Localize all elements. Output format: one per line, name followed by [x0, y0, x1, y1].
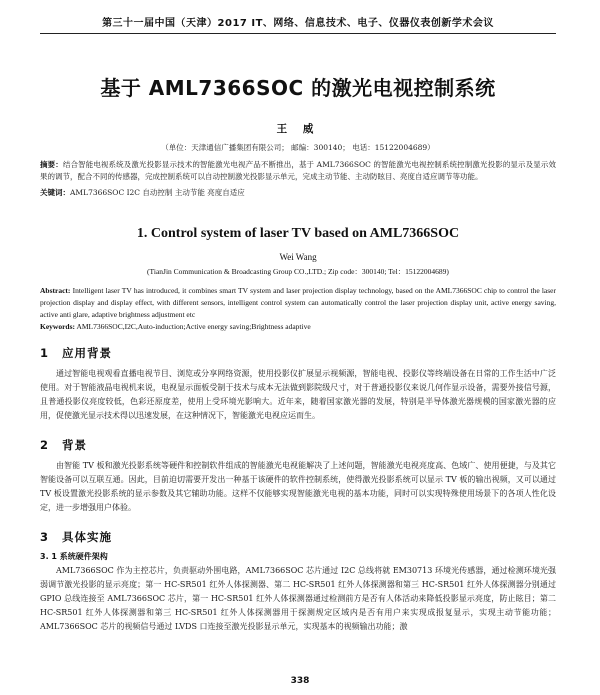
running-header: 第三十一届中国（天津）2017 IT、网络、信息技术、电子、仪器仪表创新学术会议	[102, 18, 494, 29]
english-abstract-text: Intelligent laser TV has introduced, it combines smart TV system and laser projection display technology, based on the AML7366SOC chip to control the laser projection display and display effect, with different sensors, intelligent control system can automatically control the laser projection display unit, active energy saving, active anti glare, adaptive brightness adjustment etc	[40, 286, 556, 319]
section-title: 具体实施	[62, 530, 112, 544]
paragraph: 通过智能电视观看直播电视节目、浏览或分享网络资源，使用投影仪扩展显示视频源，智能电视、投影仪等终端设备在日常的工作生活中广泛使用。对于智能液晶电视机来说，电视显示面板受制于技术与成本无法做到影院级尺寸，对于普通投影仪来说几何作显示设备，需要外接信号源，且普通投影仪亮度较低，色彩还原度差，使用上受环境光影响大。近年来，随着国家激光器的发展，特别是半导体激光器规模的国家激光器的应用，促使激光显示技术得以迅速发展，在这种情况下，智能激光电视应运而生。	[40, 369, 556, 420]
paragraph: AML7366SOC 作为主控芯片，负责驱动外围电路，AML7366SOC 芯片通过 I2C 总线将就 EM30713 环境光传感器，通过检测环境光强弱调节激光投影的显示亮度；第一 HC-SR501 红外人体探测器、第二 HC-SR501 红外人体探测器和第三 HC-SR501 红外人体探测器分别通过 GPIO 总线连接至 AML7366SOC 芯片，第一 HC-SR501 红外人体探测器通过检测前方是否有人体活动来降低投影显示亮度，防止眩目；第二 HC-SR501 红外人体探测器和第三 HC-SR501 红外人体探测器用于探测规定区域内是否有用户来实现成报复显示，实现主动节能功能；AML7366SOC 芯片的视频信号通过 LVDS 口连接至激光投影显示单元，实现基本的视频输出功能；激	[40, 566, 556, 631]
english-affiliation: (TianJin Communication & Broadcasting Group CO.,LTD.; Zip code：300140; Tel：15122004689)	[147, 267, 449, 276]
chinese-author: 王 威	[276, 123, 320, 135]
page-number: 338	[290, 676, 310, 686]
section-title: 背景	[62, 438, 87, 452]
english-keywords	[40, 322, 556, 331]
chinese-affiliation: （单位：天津通信广播集团有限公司； 邮编：300140； 电话：15122004689）	[161, 143, 435, 152]
chinese-abstract-label: 摘要：	[40, 160, 63, 169]
english-abstract	[40, 285, 556, 321]
chinese-keywords	[40, 187, 556, 198]
english-title: 1. Control system of laser TV based on AML7366SOC	[136, 226, 460, 241]
section-1	[40, 345, 556, 423]
chinese-abstract-text: 结合智能电视系统及激光投影显示技术的智能激光电视产品不断推出，基于 AML7366SOC 的智能激光电视控制系统控制激光投影的显示及显示效果的调节，配合不同的传感器，完成控制系统可以自动控制激光投影显示单元，完成主动节能、主动防眩目、亮度自适应调节等功能。	[40, 160, 557, 181]
english-keywords-label: Keywords:	[40, 322, 75, 331]
section-2	[40, 437, 556, 515]
chinese-keywords-label: 关键词：	[40, 188, 70, 197]
paragraph: 由智能 TV 板和激光投影系统等硬件和控制软件组成的智能激光电视能解决了上述问题，智能激光电视亮度高、色域广、使用便捷，与及其它智能设备可以互联互通。因此，目前迫切需要开发出一种基于该硬件的软件控制系统，使得激光投影系统可以显示 TV 板的输出视频，又可以通过 TV 板设置激光投影系统的显示参数及其它辅助功能。这样不仅能够实现智能激光电视的基本功能，同时可以实现特殊使用场景下的各项人性化设定，进一步增强用户体验。	[40, 461, 556, 512]
section-3	[40, 529, 556, 634]
chinese-title: 基于 AML7366SOC 的激光电视控制系统	[100, 76, 496, 100]
section-heading	[40, 437, 556, 453]
english-abstract-label: Abstract:	[40, 286, 71, 295]
section-number: 2	[40, 438, 50, 452]
header-rule	[40, 33, 556, 34]
section-number: 1	[40, 346, 50, 360]
english-keywords-text: AML7366SOC,I2C,Auto-induction;Active energy saving;Brightness adaptive	[76, 322, 311, 331]
chinese-keywords-text: AML7366SOC I2C 自动控制 主动节能 亮度自适应	[70, 188, 245, 197]
section-heading	[40, 345, 556, 361]
section-heading	[40, 529, 556, 545]
section-number: 3	[40, 530, 50, 544]
subsection-heading: 3. 1 系统硬件架构	[40, 552, 108, 561]
section-title: 应用背景	[62, 346, 112, 360]
english-author: Wei Wang	[279, 252, 317, 262]
chinese-abstract	[40, 159, 556, 183]
